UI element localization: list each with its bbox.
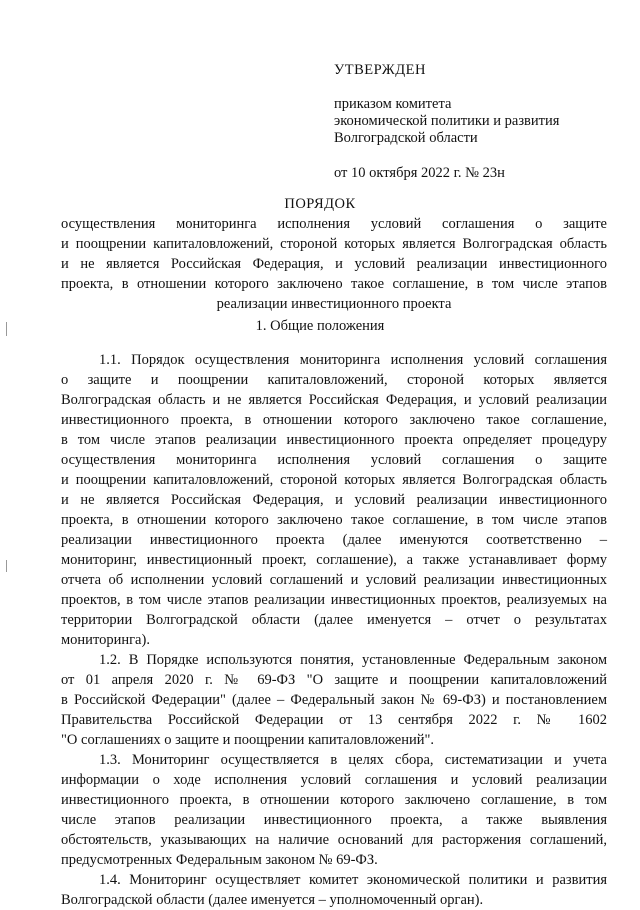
approval-line: экономической политики и развития — [334, 113, 560, 129]
approval-title: УТВЕРЖДЕН — [334, 62, 426, 78]
paragraph-line: 1.4. Мониторинг осуществляет комитет экономической политики и развития — [99, 872, 607, 888]
paragraph-line: осуществления мониторинга исполнения условий соглашения о защите — [61, 452, 607, 468]
paragraph-line: проекта, в отношении которого заключено такое соглашение, в том числе этапов — [61, 512, 607, 528]
paragraph-line: инвестиционного проекта, в отношении которого заключено такое соглашение, — [61, 412, 607, 428]
paragraph-line: в том числе этапов реализации инвестиционного проекта определяет процедуру — [61, 432, 607, 448]
paragraph-line: Правительства Российской Федерации от 13 сентября 2022 г. № 1602 — [61, 712, 607, 728]
paragraph-line: 1.1. Порядок осуществления мониторинга исполнения условий соглашения — [99, 352, 607, 368]
paragraph-line: инвестиционного проекта, в отношении которого заключено соглашение, в том — [61, 792, 607, 808]
paragraph-line: в Российской Федерации" (далее – Федеральный закон № 69-ФЗ) и постановлением — [61, 692, 607, 708]
section-body — [61, 350, 607, 910]
paragraph-line: 1.3. Мониторинг осуществляется в целях сбора, систематизации и учета — [99, 752, 607, 768]
scan-margin-mark — [6, 560, 7, 572]
paragraph-line: обстоятельств, указывающих на наличие оснований для расторжения соглашений, — [61, 832, 607, 848]
paragraph-line: "О соглашениях о защите и поощрении капиталовложений". — [61, 732, 435, 748]
paragraph-line: информации о ходе исполнения условий соглашения и условий реализации — [61, 772, 607, 788]
subtitle-line: осуществления мониторинга исполнения условий соглашения о защите — [61, 216, 607, 232]
paragraph-line: и поощрении капиталовложений, стороной которых является Волгоградская область — [61, 472, 607, 488]
paragraph-line: Волгоградская область и не является Российская Федерация, и условий реализации — [61, 392, 607, 408]
approval-date: от 10 октября 2022 г. № 23н — [334, 165, 505, 181]
paragraph-line: числе этапов реализации инвестиционного проекта, а также выявления — [61, 812, 607, 828]
paragraph-line: 1.2. В Порядке используются понятия, установленные Федеральным законом — [99, 652, 607, 668]
paragraph-line: территории Волгоградской области (далее именуется – отчет о результатах — [61, 612, 607, 628]
document-subtitle — [61, 214, 607, 314]
paragraph-line: предусмотренных Федеральным законом № 69-ФЗ. — [61, 852, 378, 868]
subtitle-line: и поощрении капиталовложений, стороной которых является Волгоградская область — [61, 236, 607, 252]
subtitle-line: и не является Российская Федерация, и условий реализации инвестиционного — [61, 256, 607, 272]
paragraph-line: проектов, в том числе этапов реализации инвестиционных проектов, реализуемых на — [61, 592, 607, 608]
paragraph-line: отчета об исполнении условий соглашений и условий реализации инвестиционных — [61, 572, 607, 588]
paragraph-line: Волгоградской области (далее именуется – уполномоченный орган). — [61, 892, 484, 908]
paragraph-line: о защите и поощрении капиталовложений, стороной которых является — [61, 372, 607, 388]
document-title: ПОРЯДОК — [284, 196, 356, 212]
subtitle-line: реализации инвестиционного проекта — [216, 296, 452, 312]
section-heading: 1. Общие положения — [255, 318, 385, 334]
paragraph-line: реализации инвестиционного проекта (далее именуются соответственно – — [61, 532, 607, 548]
approval-line: приказом комитета — [334, 96, 452, 112]
paragraph-line: мониторинг, инвестиционный проект, соглашение), а также устанавливает форму — [61, 552, 607, 568]
subtitle-line: проекта, в отношении которого заключено такое соглашение, в том числе этапов — [61, 276, 607, 292]
paragraph-line: мониторинга). — [61, 632, 150, 648]
approval-issuer — [334, 96, 559, 147]
paragraph-line: и не является Российская Федерация, и условий реализации инвестиционного — [61, 492, 607, 508]
paragraph-line: от 01 апреля 2020 г. № 69-ФЗ "О защите и поощрении капиталовложений — [61, 672, 607, 688]
approval-line: Волгоградской области — [334, 130, 478, 146]
